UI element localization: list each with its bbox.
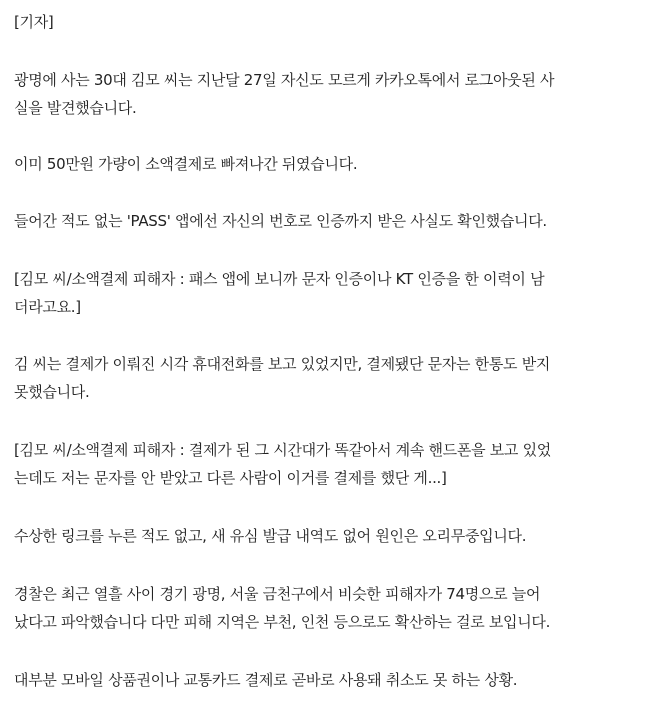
paragraph [14, 666, 642, 694]
text-line: 수상한 링크를 누른 적도 없고, 새 유심 발급 내역도 없어 원인은 오리무중입니다. [14, 527, 527, 545]
text-line: 대부분 모바일 상품권이나 교통카드 결제로 곧바로 사용돼 취소도 못 하는 상황. [14, 671, 518, 689]
text-line: [기자] [14, 13, 54, 31]
paragraph [14, 150, 642, 178]
paragraph [14, 350, 642, 406]
text-line: 김 씨는 결제가 이뤄진 시각 휴대전화를 보고 있었지만, 결제됐단 문자는 한통도 받지 [14, 355, 551, 373]
reporter-tag [14, 8, 642, 36]
paragraph [14, 66, 642, 122]
text-line: [김모 씨/소액결제 피해자 : 패스 앱에 보니까 문자 인증이나 KT 인증을 한 이력이 남 [14, 270, 545, 288]
text-line: 이미 50만원 가량이 소액결제로 빠져나간 뒤였습니다. [14, 155, 358, 173]
text-line: 는데도 저는 문자를 안 받았고 다른 사람이 이거를 결제를 했단 게...] [14, 469, 447, 487]
paragraph [14, 207, 642, 235]
paragraph [14, 580, 642, 636]
text-line: 났다고 파악했습니다 다만 피해 지역은 부천, 인천 등으로도 확산하는 걸로 보입니다. [14, 613, 551, 631]
text-line: 실을 발견했습니다. [14, 99, 137, 117]
text-line: 광명에 사는 30대 김모 씨는 지난달 27일 자신도 모르게 카카오톡에서 로그아웃된 사 [14, 71, 555, 89]
text-line: 경찰은 최근 열흘 사이 경기 광명, 서울 금천구에서 비슷한 피해자가 74명으로 늘어 [14, 585, 541, 603]
text-line: 더라고요.] [14, 298, 81, 316]
paragraph [14, 265, 642, 321]
text-line: 못했습니다. [14, 383, 90, 401]
text-line: 들어간 적도 없는 'PASS' 앱에선 자신의 번호로 인증까지 받은 사실도 확인했습니다. [14, 212, 547, 230]
paragraph [14, 522, 642, 550]
text-line: [김모 씨/소액결제 피해자 : 결제가 된 그 시간대가 똑같아서 계속 핸드폰을 보고 있었 [14, 441, 551, 459]
paragraph [14, 436, 642, 492]
